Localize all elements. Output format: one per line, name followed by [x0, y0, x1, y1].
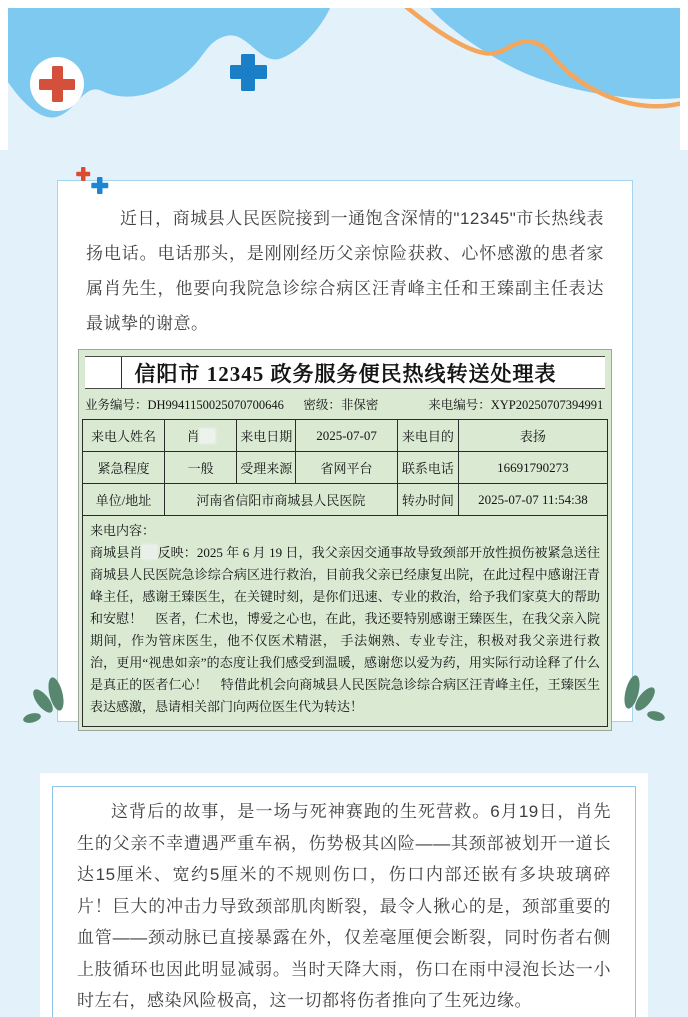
call-content-part2: 反映：2025 年 6 月 19 日，我父亲因交通事故导致颈部开放性损伤被紧急送往商城县人民医院急诊综合病区进行救治，目前我父亲已经康复出院，在此过程中感谢汪青峰主任，感谢王臻医生，在关键时刻，是你们迅速、专业的救治，给予我们家莫大的帮助和安慰！ 医者，仁术也，博爱之心也，在此，我还要特别感谢王臻医生，在我父亲入院期间，作为管床医生，他不仅医术精湛， 手法娴熟、专业专注，积极对我父亲进行救治，更用“视患如亲”的态度让我们感受到温暖，感谢您以爱为药，用实际行动诠释了什么是真正的医者仁心！ 特借此机会向商城县人民医院急诊综合病区汪青峰主任，王臻医生表达感激，恳请相关部门向两位医生代为转达！ [90, 545, 600, 714]
intro-paragraph: 近日，商城县人民医院接到一通饱含深情的"12345"市长热线表扬电话。电话那头，是刚刚经历父亲惊险获救、心怀感激的患者家属肖先生，他要向我院急诊综合病区汪青峰主任和王臻副主任表达最诚挚的谢意。 [86, 209, 604, 333]
caller-name-value [164, 420, 236, 452]
call-content-box [82, 516, 608, 727]
caller-name-label: 来电人姓名 [83, 420, 165, 452]
form-title-left-cell [85, 357, 122, 388]
form-title: 信阳市 12345 政务服务便民热线转送处理表 [134, 361, 557, 386]
phone-label: 联系电话 [397, 452, 458, 484]
phone-value: 16691790273 [458, 452, 607, 484]
call-content-part1: 商城县肖 [90, 545, 143, 560]
redacted-name-box [200, 429, 215, 443]
unit-address-value: 河南省信阳市商城县人民医院 [164, 484, 397, 516]
intro-card [57, 180, 633, 722]
call-content-label: 来电内容： [90, 523, 156, 538]
call-purpose-value: 表扬 [458, 420, 607, 452]
urgency-value: 一般 [164, 452, 236, 484]
source-label: 受理来源 [237, 452, 296, 484]
story-card-border [52, 786, 636, 1017]
small-crosses-decoration [74, 166, 118, 200]
call-date-label: 来电日期 [237, 420, 296, 452]
hotline-form-screenshot [78, 349, 612, 731]
small-red-cross-icon [76, 167, 90, 181]
leaf-decoration-right [606, 674, 666, 724]
transfer-time-value: 2025-07-07 11:54:38 [458, 484, 607, 516]
redacted-name-box [142, 545, 157, 559]
table-row [83, 452, 608, 484]
call-date-value: 2025-07-07 [296, 420, 398, 452]
table-row [83, 420, 608, 452]
call-number: 来电编号：XYP20250707394991 [428, 398, 604, 412]
story-paragraph: 这背后的故事，是一场与死神赛跑的生死营救。6月19日，肖先生的父亲不幸遭遇严重车祸，伤势极其凶险——其颈部被划开一道长达15厘米、宽约5厘米的不规则伤口，伤口内部还嵌有多块玻璃碎片！巨大的冲击力导致颈部肌肉断裂，最令人揪心的是，颈部重要的血管——颈动脉已直接暴露在外，仅差毫厘便会断裂，同时伤者右侧上肢循环也因此明显减弱。当时天降大雨，伤口在雨中浸泡长达一小时左右，感染风险极高，这一切都将伤者推向了生死边缘。 [77, 802, 611, 1010]
leaf-decoration-left [22, 676, 82, 726]
form-grid [82, 419, 608, 516]
caller-surname: 肖 [186, 429, 200, 444]
banner-decoration [0, 0, 688, 150]
secrecy-level: 密级：非保密 [303, 398, 379, 412]
call-purpose-label: 来电目的 [397, 420, 458, 452]
form-title-bar [85, 356, 605, 389]
urgency-label: 紧急程度 [83, 452, 165, 484]
unit-address-label: 单位/地址 [83, 484, 165, 516]
transfer-time-label: 转办时间 [397, 484, 458, 516]
story-card [40, 773, 648, 1017]
small-blue-cross-icon [91, 177, 108, 194]
form-meta-row [82, 389, 608, 419]
table-row [83, 484, 608, 516]
source-value: 省网平台 [296, 452, 398, 484]
red-cross-badge-icon [30, 57, 84, 111]
business-number: 业务编号：DH9941150025070700646 [85, 398, 284, 412]
